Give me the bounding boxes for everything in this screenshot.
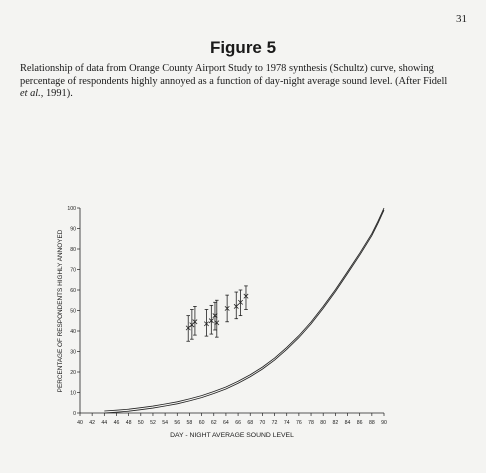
x-tick-label: 44	[101, 420, 108, 426]
y-tick-label: 60	[70, 287, 76, 294]
schultz-curve-line	[104, 210, 384, 413]
error-bar-points	[186, 286, 248, 341]
x-tick-label: 82	[332, 420, 339, 426]
schultz-curve-line	[104, 208, 384, 411]
x-tick-label: 72	[271, 420, 278, 426]
x-tick-label: 56	[174, 420, 181, 426]
x-axis-label: DAY - NIGHT AVERAGE SOUND LEVEL	[170, 432, 294, 439]
caption-citation-italic: et al.,	[20, 88, 44, 99]
caption-line: percentage of respondents highly annoyed as a function of day-night average sound level. (After Fidell	[20, 75, 448, 87]
y-tick-label: 10	[70, 390, 76, 397]
x-tick-label: 78	[308, 420, 314, 426]
x-tick-label: 64	[223, 420, 229, 426]
y-tick-label: 20	[70, 369, 76, 376]
x-tick-label: 76	[295, 420, 302, 426]
schultz-curve	[104, 208, 384, 413]
figure-title: Figure 5	[209, 38, 277, 57]
x-tick-label: 54	[162, 420, 169, 426]
y-tick-label: 90	[70, 226, 76, 233]
x-tick-label: 48	[125, 420, 132, 426]
x-tick-label: 74	[283, 420, 290, 426]
x-tick-label: 50	[137, 420, 144, 426]
x-tick-label: 68	[247, 420, 254, 426]
x-tick-label: 58	[186, 420, 193, 426]
page-number: 31	[456, 13, 467, 25]
y-tick-label: 0	[73, 410, 76, 417]
x-tick-label: 60	[198, 420, 205, 426]
x-tick-label: 80	[320, 420, 327, 426]
caption-line: Relationship of data from Orange County Airport Study to 1978 synthesis (Schultz) curve, showing	[20, 63, 434, 74]
x-tick-label: 86	[356, 420, 363, 426]
x-tick-label: 42	[89, 420, 96, 426]
x-tick-label: 40	[77, 420, 83, 426]
y-tick-label: 40	[70, 328, 76, 335]
y-tick-label: 70	[70, 267, 76, 274]
x-tick-label: 66	[235, 420, 241, 426]
y-tick-label: 80	[70, 246, 76, 253]
y-axis-label: PERCENTAGE OF RESPONDENTS HIGHLY ANNOYED	[57, 229, 64, 393]
y-tick-label: 50	[70, 308, 76, 315]
caption-citation-year: 1991).	[43, 88, 73, 99]
y-tick-label: 100	[67, 205, 76, 212]
y-tick-label: 30	[70, 349, 76, 356]
x-tick-label: 88	[368, 420, 375, 426]
x-tick-label: 62	[210, 420, 217, 426]
x-tick-label: 70	[259, 420, 266, 426]
x-tick-label: 90	[381, 420, 387, 426]
x-tick-label: 84	[344, 420, 351, 426]
x-tick-label: 52	[150, 420, 156, 426]
x-tick-label: 46	[113, 420, 120, 426]
